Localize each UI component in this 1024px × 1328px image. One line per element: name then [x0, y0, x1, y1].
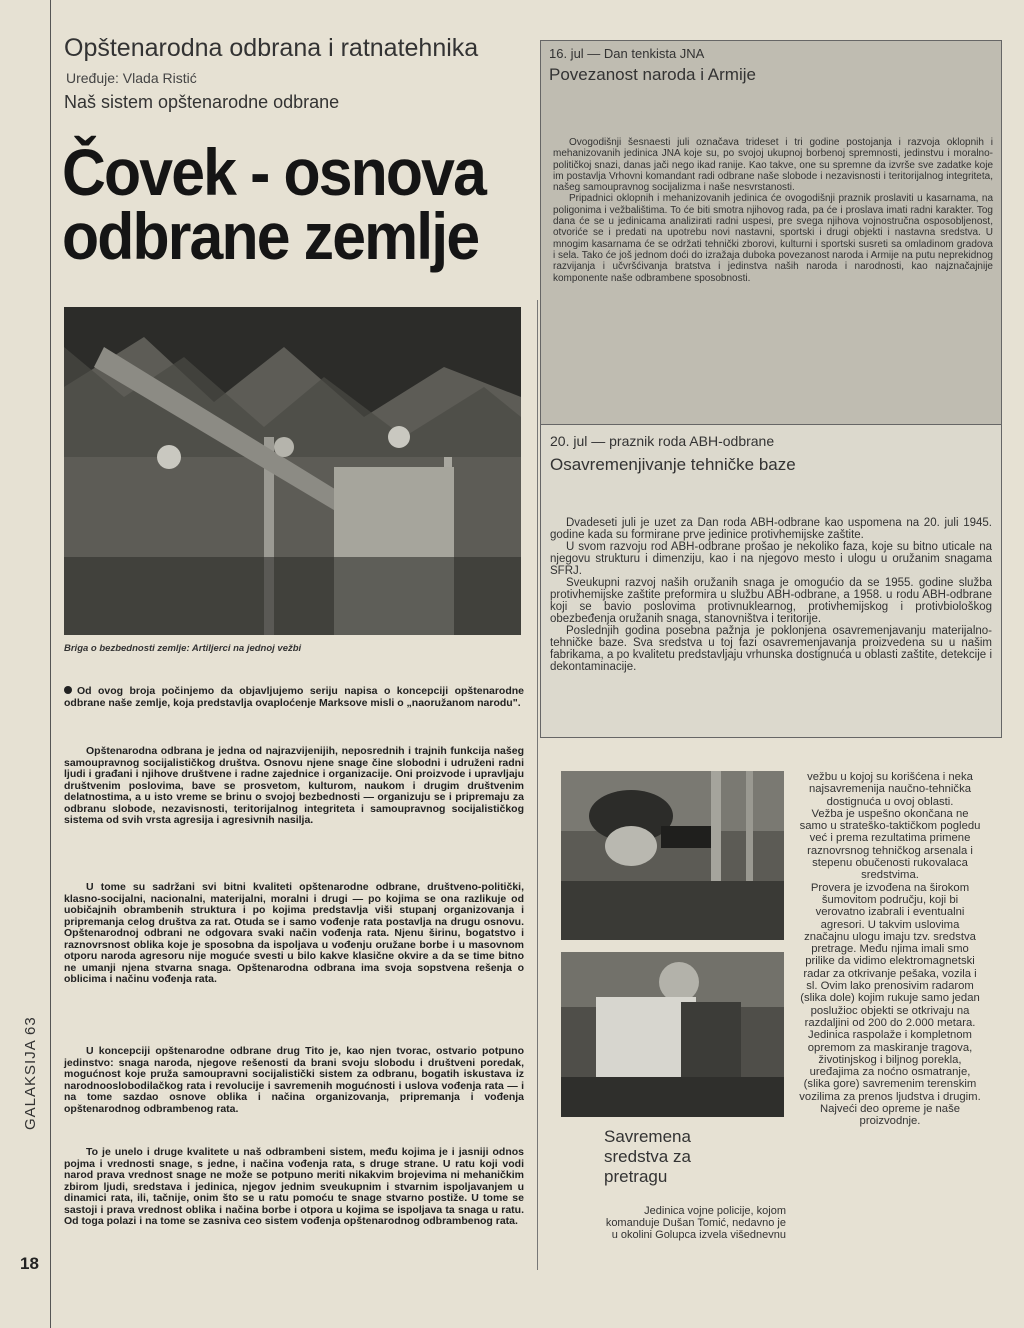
artillery-photo: [64, 307, 521, 635]
sidebar-intro-text: Jedinica vojne policije, kojom komanduje Dušan Tomić, nedavno je u okolini Golupca izvela višednevnu: [605, 1205, 786, 1241]
bullet-icon: [64, 686, 72, 694]
headline-line-2: odbrane zemlje: [62, 199, 479, 273]
article-intro: [64, 686, 524, 709]
night-vision-photo: [561, 771, 784, 940]
article-paragraph: U koncepciji opštenarodne odbrane drug Tito je, kao njen tvorac, ostvario potpuno jedinstvo: snaga naroda, njegove rešenosti da brani svoju slobodu i društveni poredak, mogućnost koje pruža samoupravni socijalistički sistem za odbranu, bogatih iskustava iz narodnooslobodilačkog rata i revolucije i savremenih mogućnosti i uslova vođenja rata — i na tome sazdao osnove oblika i načina organizovanja, pripremanja i vođenja opštenarodnog odbrambenog rata.: [64, 1045, 524, 1115]
box2-date-line: 20. jul — praznik roda ABH-odbrane: [550, 433, 775, 449]
article-headline: [62, 135, 494, 273]
page-number: 18: [20, 1254, 39, 1273]
column-divider: [537, 300, 538, 1270]
box2-body: [550, 517, 992, 673]
sidebar-paragraph: Provera je izvođena na širokom šumovitom području, koji bi verovatno izabrali i eventualni agresori. U takvim uslovima značajnu ulogu imaju tzv. sredstva pretrage. Među njima imali smo prilike da vidimo elektromagnetski radar za otkrivanje pešaka, vozila i sl. Ovim lako prenosivim radarom (slika dole) kojim rukuje samo jedan poslužioc objekti se otkrivaju na razdaljini od 200 do 2.000 metara. Jedinica raspolaže i kompletnom opremom za maskiranje tragova, životinjskog i biljnog porekla, uređajima za noćno osmatranje, (slika gore) savremenim terenskim vozilima za prenos ljudstva i drugim. Najveći deo opreme je naše proizvodnje.: [799, 881, 981, 1128]
box1-paragraph: Pripadnici oklopnih i mehanizovanih jedinica će ovogodišnji praznik proslaviti u kasarnama, na poligonima i vežbalištima. To će biti smotra njihovog rada, pa će i proslava imati radni karakter. Tog dana će se u jedinicama analizirati radni uspesi, pre svega njihova vojnostručna osposobljenost, otvoriće se i predati na upotrebu novi nastavni, sportski i drugi objekti i nastavna sredstva. U mnogim kasarnama će se održati tehnički zborovi, kulturni i sportski susreti sa omladinom gradova i sela. Tako će još jednom doći do izražaja duboka povezanost naroda i Armije na putu neprekidnog razvijanja i učvršćivanja bratstva i jedinstva naših naroda i narodnosti, kao najznačajnije komponente naše odbrambene sposobnosti.: [553, 193, 993, 284]
sidebar-title-line: sredstva za: [604, 1147, 691, 1166]
radar-photo: [561, 952, 784, 1117]
article-paragraph: U tome su sadržani svi bitni kvaliteti opštenarodne odbrane, društveno-politički, klasno-socijalni, nacionalni, materijalni, moralni i drugi — po kojima se ona razlikuje od uobičajnih obrambenih struktura i po kojima predstavlja viši stupanj organizovanja i pripremanja celog društva za rat. Otuda se i samo vođenje rata postavlja na drugu osnovu. Opštenarodnoj odbrani ne odgovara svaki način vođenja rata. Njenu širinu, bogatstvo i raznovrsnost oblika koje je sposobna da ispoljava u vođenju oružane borbe i u masovnom otporu naroda agresoru nije moguće svesti u bilo kakve klasične okvire a da se time bitno ne umanji njena stvarna snaga. Opštenarodna odbrana ima svoja sopstvena rešenja o oblicima i načinu vođenja rata.: [64, 881, 524, 985]
intro-text: Od ovog broja počinjemo da objavljujemo seriju napisa o koncepciji opštenarodne odbrane naše zemlje, koja predstavlja ovaploćenje Marksove misli o „naoružanom narodu".: [64, 685, 524, 709]
box2-paragraph: Sveukupni razvoj naših oružanih snaga je omogućio da se 1955. godine služba protivhemijske zaštite preformira u službu ABH-odbrane, a 1958. u rodu ABH-odbrane koji se bavio poslovima protivnuklearnog, protivhemijskog i protivbiološkog obezbeđenja oružanih snaga, stanovništva i teritorije.: [550, 577, 992, 625]
sidebar-paragraph: vežbu u kojoj su korišćena i neka najsavremenija naučno-tehnička dostignuća u ovoj oblasti.: [807, 771, 973, 808]
box2-paragraph: U svom razvoju rod ABH-odbrane prošao je nekoliko faza, koje su bitno uticale na njegovu strukturu i dimenziju, kao i na njegovo mesto i ulogu u oružanim snagama SFRJ.: [550, 541, 992, 577]
article-paragraph: To je unelo i druge kvalitete u naš odbrambeni sistem, među kojima je i jasniji odnos pojma i vrednosti snage, s jedne, i načina vođenja rata, s druge strane. U ratu koji vodi narod prava vrednost snage ne može se potpuno meriti nikakvim brojevima ni mehaničkim zbirom ljudi, sredstava i jedinica, njegov jednim sveukupnim i stvarnim ispoljavanjem u dinamici rata, ili, tačnije, onim što se u ratu pomoću te snage stvarno postiže. U tome se sastoji i prava vrednost oblika i načina borbe i otpora u kojima se ispoljava ta snaga u ratu. Od toga polazi i na tome se zasniva ceo sistem vođenja opštenarodnog odbrambenog rata.: [64, 1146, 524, 1227]
section-title: Opštenarodna odbrana i ratnatehnika: [64, 34, 479, 62]
sidebar-title: [604, 1127, 691, 1187]
magazine-name: GALAKSIJA 63: [22, 1016, 39, 1130]
section-editor: Uređuje: Vlada Ristić: [66, 70, 197, 86]
box1-title: Povezanost naroda i Armije: [549, 65, 756, 84]
tankist-day-box: [540, 40, 1002, 428]
box2-paragraph: Dvadeseti juli je uzet za Dan roda ABH-odbrane kao uspomena na 20. juli 1945. godine kada su formirane prve jedinice protivhemijske zaštite.: [550, 517, 992, 541]
article-paragraph: Opštenarodna odbrana je jedna od najrazvijenijih, neposrednih i trajnih funkcija našeg samoupravnog socijalističkog društva. Osnovu njene snage čine slobodni i udruženi radni ljudi i građani i njihove društvene i radne zajednice i organizacije. Oni proizvode i upravljaju društvenim poslovima, bave se prosvetom, kulturom, naukom i drugim društvenim delatnostima, a u isto vreme se brinu o svojoj bezbednosti — organizuju se i pripremaju za odbranu slobode, nezavisnosti, teritorijalnog integriteta i samoupravnog socijalističkog sistema od svih vrsta agresija i agresivnih nasilja.: [64, 745, 524, 826]
box2-title: Osavremenjivanje tehničke baze: [550, 455, 796, 474]
box2-paragraph: Poslednjih godina posebna pažnja je poklonjena osavremenjavanju materijalno-tehničke baze. Sva sredstva u toj fazi osavremenjavanja proizvedena su u našim fabrikama, a po kvalitetu predstavljaju vrhunska dostignuća u oblasti zaštite, detekcije i dekontaminacije.: [550, 625, 992, 673]
sidebar-title-line: Savremena: [604, 1127, 691, 1146]
series-subtitle: Naš sistem opštenarodne odbrane: [64, 92, 340, 112]
page-gutter-line: [50, 0, 51, 1328]
main-photo-caption: Briga o bezbednosti zemlje: Artiljerci na jednoj vežbi: [64, 643, 302, 654]
headline-line-1: Čovek - osnova: [62, 135, 486, 209]
sidebar-title-line: pretragu: [604, 1167, 668, 1186]
box1-body: [553, 137, 993, 284]
box1-date-line: 16. jul — Dan tenkista JNA: [549, 46, 705, 61]
box1-paragraph: Ovogodišnji šesnaesti juli označava trideset i tri godine postojanja i razvoja oklopnih i mehanizovanih jedinica JNA koje su, po svojoj ukupnoj borbenoj spremnosti, jedinstvu i moralno-političkoj snazi, danas jači nego ikad ranije. Kao takve, one su spremne da izvrše sve zadatke koje im postavlja Vrhovni komandant radi odbrane naše slobode i nezavisnosti i teritorijalnog integriteta, našeg samoupravnog socijalizma i naše nesvrstanosti.: [553, 137, 993, 194]
sidebar-right-column: [799, 771, 981, 1128]
sidebar-paragraph: Vežba je uspešno okončana ne samo u strateško-taktičkom pogledu već i prema rezultatima primene raznovrsnog tehničkog arsenala i stepenu obučenosti rukovalaca sredstvima.: [799, 807, 981, 882]
abh-defense-box: [540, 424, 1002, 738]
